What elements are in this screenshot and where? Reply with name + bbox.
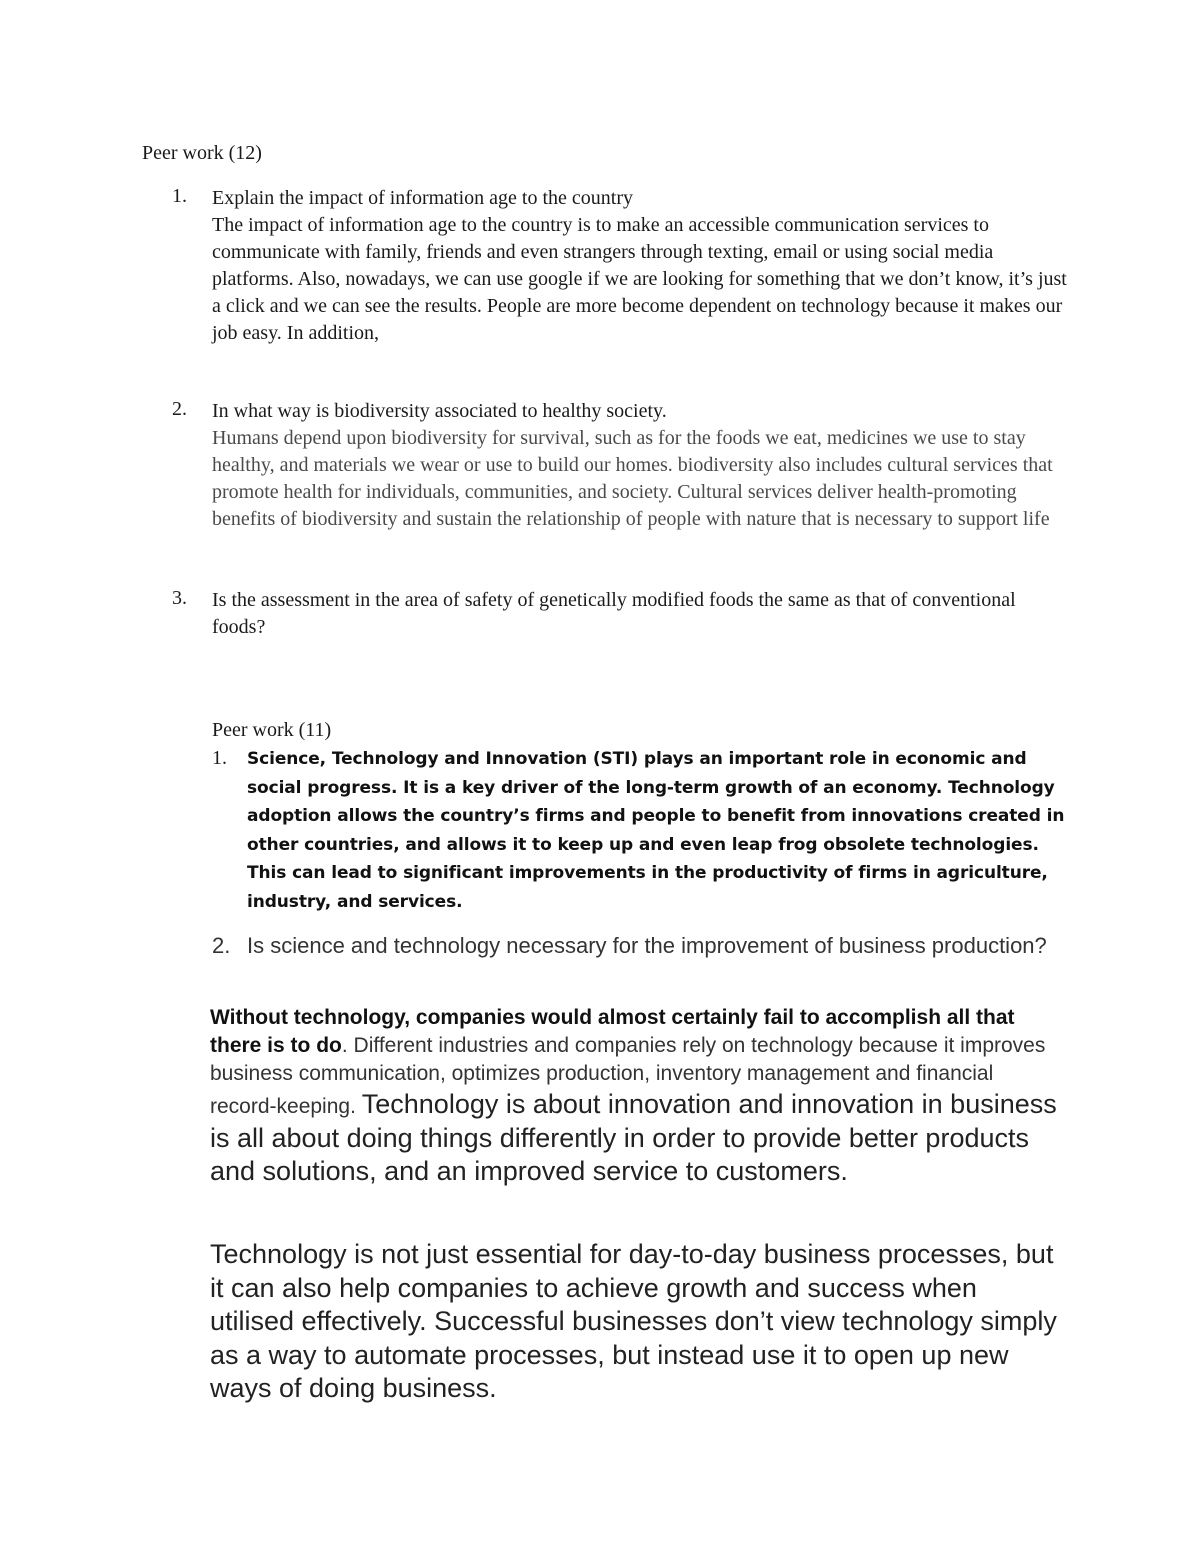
question-item-1	[172, 185, 1072, 347]
list-number: 3.	[172, 587, 187, 609]
section-heading-peer-work-12: Peer work (12)	[142, 142, 262, 164]
answer-text: The impact of information age to the country is to make an accessible communication services to communicate with family, friends and even strangers through texting, email or using social media platforms. Also, nowadays, we can use google if we are looking for something that we don’t know, it’s just a click and we can see the results. People are more become dependent on technology because it makes our job easy. In addition,	[212, 214, 1067, 344]
answer-text: Humans depend upon biodiversity for survival, such as for the foods we eat, medicines we use to stay healthy, and materials we wear or use to build our homes. biodiversity also includes cultural services that promote health for individuals, communities, and society. Cultural services deliver health-promoting benefits of biodiversity and sustain the relationship of people with nature that is necessary to support life	[212, 427, 1053, 530]
section-heading-peer-work-11: Peer work (11)	[212, 719, 332, 741]
list-number: 2.	[172, 398, 187, 420]
question-text: In what way is biodiversity associated to healthy society.	[212, 400, 667, 422]
list-number: 1.	[212, 747, 227, 769]
question-item-2	[172, 398, 1072, 533]
sti-answer-text: Science, Technology and Innovation (STI) plays an important role in economic and social progress. It is a key driver of the long-term growth of an economy. Technology adoption allows the country’s firms and people to benefit from innovations created in other countries, and allows it to keep up and even leap frog obsolete technologies. This can lead to significant improvements in the productivity of firms in agriculture, industry, and services.	[247, 749, 1065, 912]
answer-large-text: Technology is about innovation and innovation in business is all about doing things differently in order to provide better products and solutions, and an improved service to customers.	[210, 1089, 1057, 1186]
question-item-3	[172, 587, 1072, 641]
sti-item	[212, 745, 1072, 916]
business-question-text: Is science and technology necessary for the improvement of business production?	[247, 933, 1047, 958]
question-text: Explain the impact of information age to the country	[212, 187, 633, 209]
business-answer	[210, 1004, 1060, 1189]
business-question-item	[212, 933, 1072, 959]
list-number: 1.	[172, 185, 187, 207]
question-text: Is the assessment in the area of safety of genetically modified foods the same as that of conventional foods?	[212, 589, 1016, 638]
answer-bold-text: Without technology, companies would almost certainly fail to accomplish all that there is to do	[210, 1006, 1015, 1057]
list-number: 2.	[212, 933, 231, 958]
business-paragraph-2: Technology is not just essential for day-to-day business processes, but it can also help companies to achieve growth and success when utilised effectively. Successful businesses don’t view technology simply as a way to automate processes, but instead use it to open up new ways of doing business.	[210, 1239, 1057, 1403]
answer-regular-text: . Different industries and companies rely on technology because it improves business communication, optimizes production, inventory management and financial record-keeping.	[210, 1034, 1046, 1118]
